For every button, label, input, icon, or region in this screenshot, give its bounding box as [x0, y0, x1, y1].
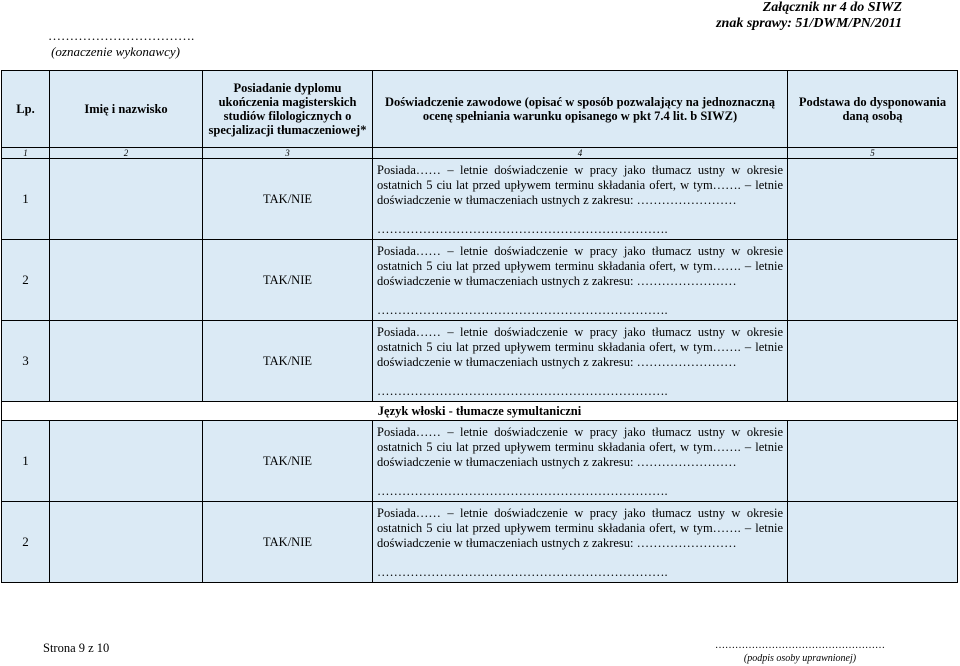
column-number-row — [2, 148, 958, 159]
row-experience — [373, 321, 788, 402]
row-experience — [373, 159, 788, 240]
row-basis-cell[interactable] — [788, 502, 958, 583]
experience-text: Posiada…… – letnie doświadczenie w pracy jako tłumacz ustny w okresie ostatnich 5 ciu lat przed upływem terminu składania ofert, w tym……. – letnie doświadczenie w tłumaczeniach ustnych z zakresu: …………………… — [377, 506, 783, 550]
column-header-diploma: Posiadanie dyplomu ukończenia magisterskich studiów filologicznych o specjalizacji tłumaczeniowej* — [203, 71, 373, 148]
row-diploma: TAK/NIE — [203, 240, 373, 321]
column-number: 1 — [2, 148, 50, 159]
experience-text: Posiada…… – letnie doświadczenie w pracy jako tłumacz ustny w okresie ostatnich 5 ciu lat przed upływem terminu składania ofert, w tym……. – letnie doświadczenie w tłumaczeniach ustnych z zakresu: …………………… — [377, 325, 783, 369]
page-number: Strona 9 z 10 — [43, 641, 110, 655]
column-number: 5 — [788, 148, 958, 159]
experience-dots: ……………………………………………………………. — [377, 303, 668, 317]
row-basis-cell[interactable] — [788, 421, 958, 502]
row-diploma: TAK/NIE — [203, 421, 373, 502]
attachment-title: Załącznik nr 4 do SIWZ — [762, 0, 902, 15]
row-basis-cell[interactable] — [788, 321, 958, 402]
experience-table — [1, 70, 958, 583]
experience-dots: ……………………………………………………………. — [377, 222, 668, 236]
row-name-cell[interactable] — [50, 502, 203, 583]
row-experience — [373, 502, 788, 583]
column-number: 2 — [50, 148, 203, 159]
row-diploma: TAK/NIE — [203, 321, 373, 402]
table-row — [2, 159, 958, 240]
row-name-cell[interactable] — [50, 321, 203, 402]
row-experience — [373, 240, 788, 321]
experience-text: Posiada…… – letnie doświadczenie w pracy jako tłumacz ustny w okresie ostatnich 5 ciu lat przed upływem terminu składania ofert, w tym……. – letnie doświadczenie w tłumaczeniach ustnych z zakresu: …………………… — [377, 244, 783, 288]
column-header-experience: Doświadczenie zawodowe (opisać w sposób pozwalający na jednoznaczną ocenę spełniania warunku opisanego w pkt 7.4 lit. b SIWZ) — [373, 71, 788, 148]
column-header-name: Imię i nazwisko — [50, 71, 203, 148]
row-name-cell[interactable] — [50, 421, 203, 502]
column-number: 3 — [203, 148, 373, 159]
experience-dots: ……………………………………………………………. — [377, 384, 668, 398]
table-row — [2, 502, 958, 583]
section-title: Język włoski - tłumacze symultaniczni — [2, 402, 958, 421]
contractor-dots: ……………………………. — [48, 28, 195, 43]
experience-text: Posiada…… – letnie doświadczenie w pracy jako tłumacz ustny w okresie ostatnich 5 ciu lat przed upływem terminu składania ofert, w tym……. – letnie doświadczenie w tłumaczeniach ustnych z zakresu: …………………… — [377, 425, 783, 469]
table-row — [2, 321, 958, 402]
table-row — [2, 421, 958, 502]
experience-dots: ……………………………………………………………. — [377, 565, 668, 579]
contractor-label: (oznaczenie wykonawcy) — [51, 44, 180, 59]
column-number: 4 — [373, 148, 788, 159]
row-lp: 3 — [2, 321, 50, 402]
table-row — [2, 240, 958, 321]
contractor-designation — [48, 28, 195, 60]
row-name-cell[interactable] — [50, 240, 203, 321]
signature-label: (podpis osoby uprawnionej) — [743, 653, 857, 664]
row-name-cell[interactable] — [50, 159, 203, 240]
row-basis-cell[interactable] — [788, 240, 958, 321]
table-header-row — [2, 71, 958, 148]
row-experience — [373, 421, 788, 502]
signature-dots: …………………………………………… — [715, 640, 885, 651]
attachment-header — [716, 0, 902, 32]
row-basis-cell[interactable] — [788, 159, 958, 240]
row-diploma: TAK/NIE — [203, 502, 373, 583]
case-number: znak sprawy: 51/DWM/PN/2011 — [716, 16, 902, 31]
row-diploma: TAK/NIE — [203, 159, 373, 240]
column-header-basis: Podstawa do dysponowania daną osobą — [788, 71, 958, 148]
row-lp: 1 — [2, 159, 50, 240]
experience-text: Posiada…… – letnie doświadczenie w pracy jako tłumacz ustny w okresie ostatnich 5 ciu lat przed upływem terminu składania ofert, w tym……. – letnie doświadczenie w tłumaczeniach ustnych z zakresu: …………………… — [377, 163, 783, 207]
signature-block — [715, 639, 885, 665]
experience-dots: ……………………………………………………………. — [377, 484, 668, 498]
row-lp: 2 — [2, 240, 50, 321]
column-header-lp: Lp. — [2, 71, 50, 148]
section-row — [2, 402, 958, 421]
row-lp: 2 — [2, 502, 50, 583]
row-lp: 1 — [2, 421, 50, 502]
